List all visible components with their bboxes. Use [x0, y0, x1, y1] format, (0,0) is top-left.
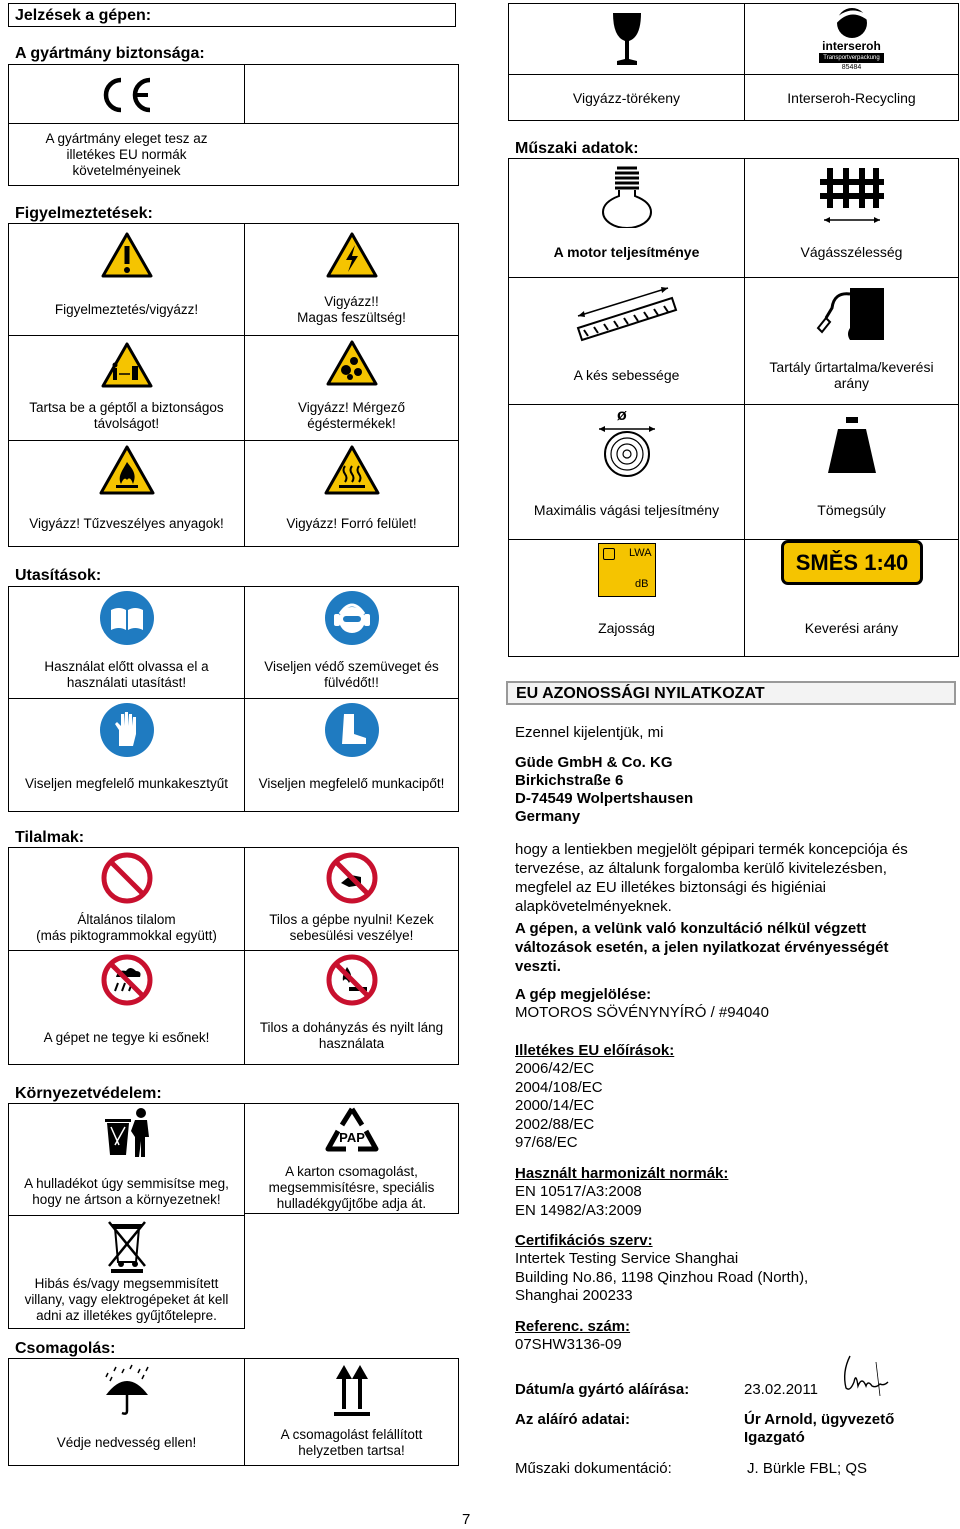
machine-value: MOTOROS SÖVÉNYNYÍRÓ / #94040	[515, 1004, 769, 1021]
read-manual-icon	[9, 589, 244, 647]
eu-company-address: Güde GmbH & Co. KG Birkichstraße 6 D-74549 Wolpertshausen Germany	[515, 754, 694, 825]
directives-list: 2006/42/EC 2004/108/EC 2000/14/EC 2002/88/EC 97/68/EC	[515, 1060, 603, 1151]
ce-mark-icon	[9, 67, 244, 123]
toxic-fumes-icon	[245, 336, 458, 390]
ref-label: Referenc. szám:	[515, 1318, 631, 1335]
date-label: Dátum/a gyártó aláírása:	[515, 1381, 690, 1398]
tech-doc-value: J. Bürkle FBL; QS	[747, 1460, 868, 1477]
goggles-ear-protection-icon	[245, 589, 458, 647]
this-side-up-icon	[245, 1359, 458, 1419]
cert-label: Certifikációs szerv:	[515, 1232, 653, 1249]
packaging-title: Csomagolás:	[15, 1340, 116, 1357]
fuel-tank-icon	[745, 281, 958, 347]
no-rain-icon	[9, 952, 244, 1008]
max-cut-caption: Maximális vágási teljesítmény	[533, 502, 720, 518]
warnings-table	[8, 223, 459, 547]
read-manual-caption: Használat előtt olvassa el a használati utasítást!	[44, 659, 209, 690]
mix-ratio-badge	[781, 540, 923, 585]
instructions-table	[8, 586, 459, 812]
no-smoking-open-flame-icon	[245, 952, 458, 1008]
directives-label: Illetékes EU előírások:	[515, 1042, 675, 1059]
high-voltage-caption: Vigyázz!! Magas feszültség!	[297, 294, 406, 325]
norms-list: EN 10517/A3:2008 EN 14982/A3:2009	[515, 1183, 642, 1219]
general-prohibition-caption: Általános tilalom (más piktogrammokkal együtt)	[36, 912, 217, 943]
max-cut-diameter-icon	[509, 425, 744, 479]
prohibitions-table	[8, 847, 459, 1065]
gloves-caption: Viseljen megfelelő munkakesztyűt	[24, 776, 229, 791]
weee-bin-icon	[9, 1217, 244, 1275]
safe-distance-icon	[9, 338, 244, 392]
ce-caption: A gyártmány eleget tesz az illetékes EU normák követelményeinek	[45, 131, 208, 178]
pap-label: PAP	[338, 1130, 365, 1145]
signer-label: Az aláíró adatai:	[515, 1411, 631, 1428]
weee-caption: Hibás és/vagy megsemmisített villany, vagy elektrogépeket át kell adni az illetékes gyűjtőtelepre.	[24, 1276, 229, 1323]
tech-data-title: Műszaki adatok:	[515, 140, 639, 157]
pap-caption: A karton csomagolást, megsemmisítésre, speciális hulladékgyűjtőbe adja át.	[268, 1164, 435, 1211]
umbrella-keep-dry-icon	[9, 1359, 244, 1419]
toxic-fumes-caption: Vigyázz! Mérgező égéstermékek!	[297, 400, 406, 431]
this-side-up-caption: A csomagolást felállított helyzetben tartsa!	[280, 1427, 423, 1458]
safety-boots-caption: Viseljen megfelelő munkacipőt!	[258, 776, 445, 791]
paper-recycling-cell	[244, 1103, 459, 1214]
environment-table	[8, 1103, 245, 1329]
general-warning-icon	[9, 228, 244, 282]
lwa-label: LWA	[629, 547, 652, 559]
interseroh-logo-icon	[745, 4, 958, 74]
high-voltage-icon	[245, 228, 458, 282]
eu-intro: Ezennel kijelentjük, mi	[515, 724, 664, 741]
no-rain-caption: A gépet ne tegye ki esőnek!	[43, 1030, 210, 1045]
safety-title: A gyártmány biztonsága:	[15, 45, 205, 62]
hot-surface-icon	[245, 442, 458, 498]
blade-speed-caption: A kés sebessége	[573, 367, 680, 383]
signature-icon	[836, 1352, 892, 1398]
weight-icon	[745, 409, 958, 481]
tech-doc-label: Műszaki dokumentáció:	[515, 1460, 672, 1477]
weight-caption: Tömegsúly	[817, 502, 886, 518]
flammable-icon	[9, 442, 244, 498]
machine-label: A gép megjelölése:	[515, 986, 652, 1003]
gloves-icon	[9, 701, 244, 759]
mix-ratio-caption: Keverési arány	[804, 620, 899, 636]
pap-recycling-icon	[245, 1104, 458, 1162]
motor-power-icon	[509, 163, 744, 229]
waste-disposal-icon	[9, 1104, 244, 1164]
mix-ratio-text: SMĚS 1:40	[795, 549, 909, 575]
diameter-symbol: ø	[617, 407, 627, 424]
motor-power-caption: A motor teljesítménye	[553, 244, 700, 260]
fragile-glass-icon	[509, 8, 744, 70]
prohibitions-title: Tilalmak:	[15, 829, 85, 846]
db-label: dB	[635, 578, 649, 590]
environment-title: Környezetvédelem:	[15, 1085, 162, 1102]
ref-value: 07SHW3136-09	[515, 1336, 622, 1353]
no-hand-reach-icon	[245, 850, 458, 906]
eu-declaration-title: EU AZONOSSÁGI NYILATKOZAT	[506, 681, 956, 705]
tank-caption: Tartály űrtartalma/keverési arány	[769, 359, 934, 391]
general-prohibition-icon	[9, 850, 244, 906]
ce-table	[8, 64, 459, 186]
safety-boots-icon	[245, 701, 458, 759]
interseroh-logo-number: 85484	[841, 64, 862, 71]
signs-title: Jelzések a gépen:	[8, 3, 456, 27]
instructions-title: Utasítások:	[15, 567, 102, 584]
eu-paragraph-2: A gépen, a velünk való konzultáció nélkül végzett változások esetén, a jelen nyilatkozat érvényességét veszti.	[515, 920, 889, 975]
no-hand-reach-caption: Tilos a gépbe nyulni! Kezek sebesülési veszélye!	[269, 912, 434, 943]
interseroh-logo-text: interseroh	[822, 39, 881, 53]
noise-caption: Zajosság	[598, 620, 655, 636]
blade-speed-icon	[509, 281, 744, 347]
packaging-table	[8, 1358, 459, 1466]
cutting-width-icon	[745, 163, 958, 229]
cutting-width-caption: Vágásszélesség	[800, 244, 903, 260]
cert-body: Intertek Testing Service Shanghai Building No.86, 1198 Qinzhou Road (North), Shanghai 200233	[515, 1250, 809, 1304]
signer-value: Úr Arnold, ügyvezető Igazgató	[744, 1411, 895, 1446]
tech-data-table	[508, 158, 959, 657]
interseroh-logo-sub: Transportverpackung	[819, 53, 883, 63]
eu-paragraph-1: hogy a lentiekben megjelölt gépipari termék koncepciója és tervezése, az általunk forgalomba kerülő kivitelezésben, megfelel az EU illetékes biztonsági és higiéniai alapkövetelményeknek.	[515, 841, 908, 915]
warnings-title: Figyelmeztetések:	[15, 205, 153, 222]
goggles-caption: Viseljen védő szemüveget és fülvédőt!!	[264, 659, 439, 690]
flammable-caption: Vigyázz! Tűzveszélyes anyagok!	[29, 516, 224, 531]
page-number: 7	[462, 1511, 471, 1528]
no-smoking-caption: Tilos a dohányzás és nyilt láng használata	[259, 1020, 444, 1051]
waste-disposal-caption: A hulladékot úgy semmisítse meg, hogy ne ártson a környezetnek!	[24, 1176, 229, 1207]
fragile-caption: Vigyázz-törékeny	[572, 90, 681, 106]
safe-distance-caption: Tartsa be a géptől a biztonságos távolságot!	[29, 400, 224, 431]
keep-dry-caption: Védje nedvesség ellen!	[56, 1435, 197, 1450]
hot-surface-caption: Vigyázz! Forró felület!	[286, 516, 417, 531]
warning-caption: Figyelmeztetés/vigyázz!	[54, 302, 199, 317]
date-value: 23.02.2011	[744, 1381, 818, 1398]
noise-lwa-icon	[598, 543, 656, 597]
norms-label: Használt harmonizált normák:	[515, 1165, 729, 1182]
fragile-recycling-table	[508, 3, 959, 121]
interseroh-caption: Interseroh-Recycling	[787, 90, 916, 106]
